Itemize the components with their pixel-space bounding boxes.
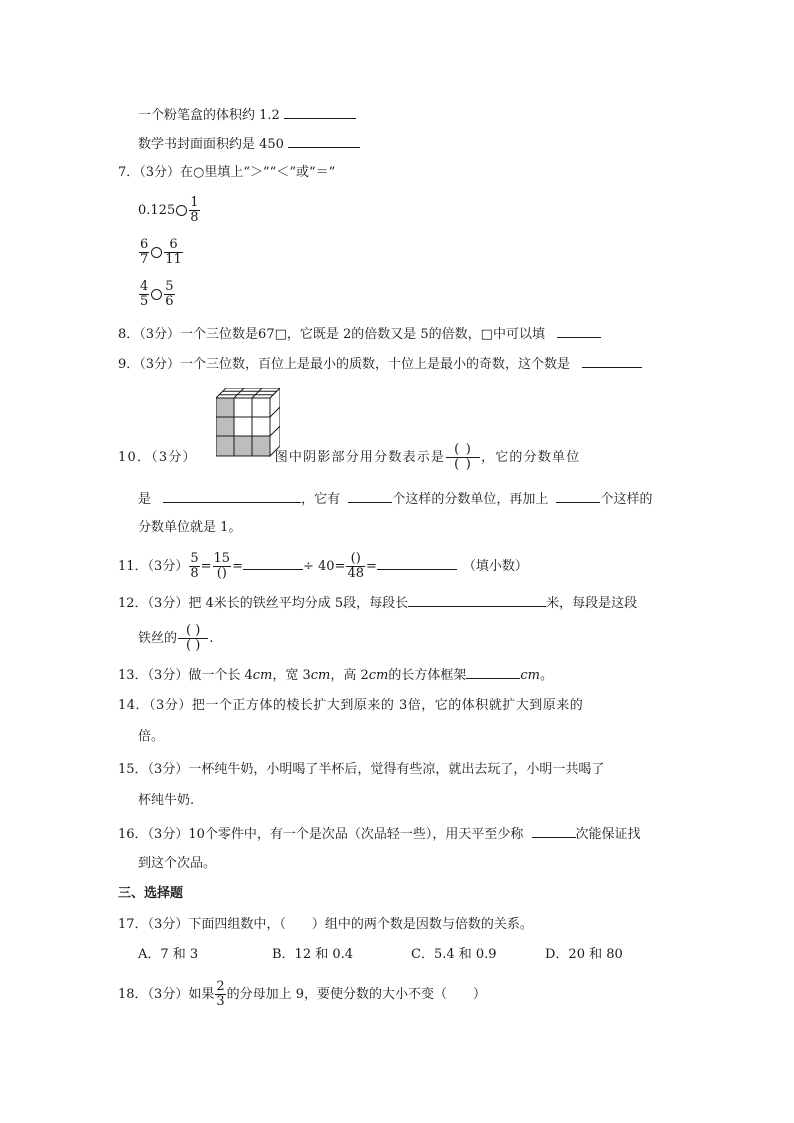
answer-blank[interactable] [556,488,600,503]
q17-option-b[interactable]: B．12 和 0.4 [272,947,354,962]
denominator: 6 [165,294,174,309]
question-9 [118,353,642,375]
question-12 [118,592,637,614]
fraction-blank[interactable] [446,443,480,472]
denominator: 11 [165,252,182,267]
period: . [209,631,214,646]
q13-text-d: 的长方体框架 [388,668,467,683]
question-16 [118,823,641,845]
answer-blank[interactable] [466,664,520,679]
q11-number: 11．（3分） [118,559,189,574]
question-15-line2: 杯纯牛奶. [138,793,195,808]
denominator: 7 [140,252,149,267]
denominator: 5 [140,294,149,309]
q13-text-e: 。 [539,668,553,683]
question-13 [118,664,553,686]
answer-blank[interactable] [377,555,457,570]
numerator[interactable]: () [346,552,365,567]
compare-circle[interactable] [151,289,162,300]
denominator: ( ) [454,457,473,472]
question-14: 14．（3分）把一个正方体的棱长扩大到原来的 3倍，它的体积就扩大到原来的 [118,698,584,713]
q12-text-a: 12．（3分）把 4米长的铁丝平均分成 5段，每段长 [118,596,409,611]
answer-blank[interactable] [532,823,576,838]
question-16-line2: 到这个次品。 [138,856,217,871]
q16-text-a: 16．（3分）10个零件中，有一个是次品（次品轻一些），用天平至少称 [118,827,524,842]
question-10-text-end: ，它的分数单位 [481,450,581,465]
line-chalk-box [138,104,356,126]
denominator: 48 [347,566,364,581]
question-7: 7．（3分）在○里填上“＞”“＜”或“＝” [118,165,336,180]
answer-blank[interactable] [243,555,303,570]
denominator: 8 [190,566,199,581]
equals-sign: = [365,559,377,574]
q18-text-a: 18．（3分）如果 [118,987,215,1002]
q11-divide: ÷ 40= [302,559,346,574]
question-17: 17．（3分）下面四组数中，（ ）组中的两个数是因数与倍数的关系。 [118,917,533,932]
denominator: 3 [216,994,225,1009]
q18-text-b: 的分母加上 9，要使分数的大小不变（ ） [226,987,487,1002]
answer-blank[interactable] [408,592,546,607]
question-10-text: 图中阴影部分用分数表示是 [274,450,446,465]
q17-option-d[interactable]: D．20 和 80 [545,947,623,962]
answer-blank[interactable] [582,353,642,368]
section-3-heading: 三、选择题 [118,886,184,901]
question-10 [118,443,580,472]
q10-text-d: 个这样的 [600,492,653,507]
q17-option-a[interactable]: A．7 和 3 [138,947,199,962]
numerator: 1 [190,195,199,210]
fraction [346,552,365,581]
q10-text-b: ，它有 [301,492,341,507]
question-8-text: 8．（3分）一个三位数是67□，它既是 2的倍数又是 5的倍数，□中可以填 [118,327,545,342]
denominator: 8 [190,210,199,225]
denominator: ( ) [186,638,201,653]
numerator: 6 [164,238,183,253]
numerator: 2 [216,979,225,994]
question-10-line3: 分数单位就是 1。 [138,520,242,535]
numerator: 5 [165,279,174,294]
line-book-cover [138,133,360,155]
numerator: 15 [213,551,231,566]
fraction [215,980,225,1009]
fraction [189,196,199,225]
denominator[interactable]: () [216,566,227,581]
q13-text-c: ，高 2 [330,668,369,683]
answer-blank[interactable] [557,323,601,338]
fraction [189,552,199,581]
q7-row-a [138,196,201,225]
fraction [139,238,149,267]
fraction [213,552,232,581]
compare-circle[interactable] [151,247,162,258]
line-chalk-box-text: 一个粉笔盒的体积约 1.2 [138,108,280,123]
question-12-line2 [138,624,213,653]
numerator: 4 [140,279,149,294]
fraction-blank[interactable] [178,624,208,653]
numerator: ( ) [446,443,480,458]
q17-option-c[interactable]: C．5.4 和 0.9 [411,947,497,962]
question-9-text: 9．（3分）一个三位数，百位上是最小的质数，十位上是最小的奇数，这个数是 [118,357,571,372]
q10-text-c: 个这样的分数单位，再加上 [392,492,549,507]
numerator: 5 [190,551,199,566]
question-14-line2: 倍。 [138,729,165,744]
question-10-number: 10．（3分） [118,450,197,465]
unit-cm: cm [252,668,273,683]
compare-circle[interactable] [176,205,187,216]
q11-hint: （填小数） [462,559,528,574]
line-book-cover-text: 数学书封面面积约是 450 [138,137,284,152]
fraction [164,238,183,267]
question-18 [118,980,486,1009]
question-10-line2 [138,488,652,510]
answer-blank[interactable] [284,104,356,119]
numerator: ( ) [178,624,208,639]
answer-blank[interactable] [288,133,360,148]
q13-text-b: ，宽 3 [272,668,311,683]
q7-row-c [138,280,176,309]
q16-text-b: 次能保证找 [575,827,641,842]
answer-blank[interactable] [348,488,392,503]
unit-cm: cm [520,668,540,683]
question-11 [118,552,528,581]
numerator: 6 [140,237,149,252]
question-8 [118,323,601,345]
q7-decimal: 0.125 [138,203,176,218]
fraction [164,280,174,309]
unit-cm: cm [310,668,331,683]
q13-text-a: 13．（3分）做一个长 4 [118,668,253,683]
fraction [139,280,149,309]
q12-text-c: 铁丝的 [138,631,178,646]
answer-blank[interactable] [163,488,301,503]
q10-text-a: 是 [138,492,152,507]
q7-row-b [138,238,184,267]
q12-text-b: 米，每段是这段 [546,596,638,611]
equals-sign: = [200,559,212,574]
unit-cm: cm [368,668,389,683]
question-15: 15．（3分）一杯纯牛奶，小明喝了半杯后，觉得有些凉，就出去玩了，小明一共喝了 [118,762,605,777]
equals-sign: = [232,559,243,574]
